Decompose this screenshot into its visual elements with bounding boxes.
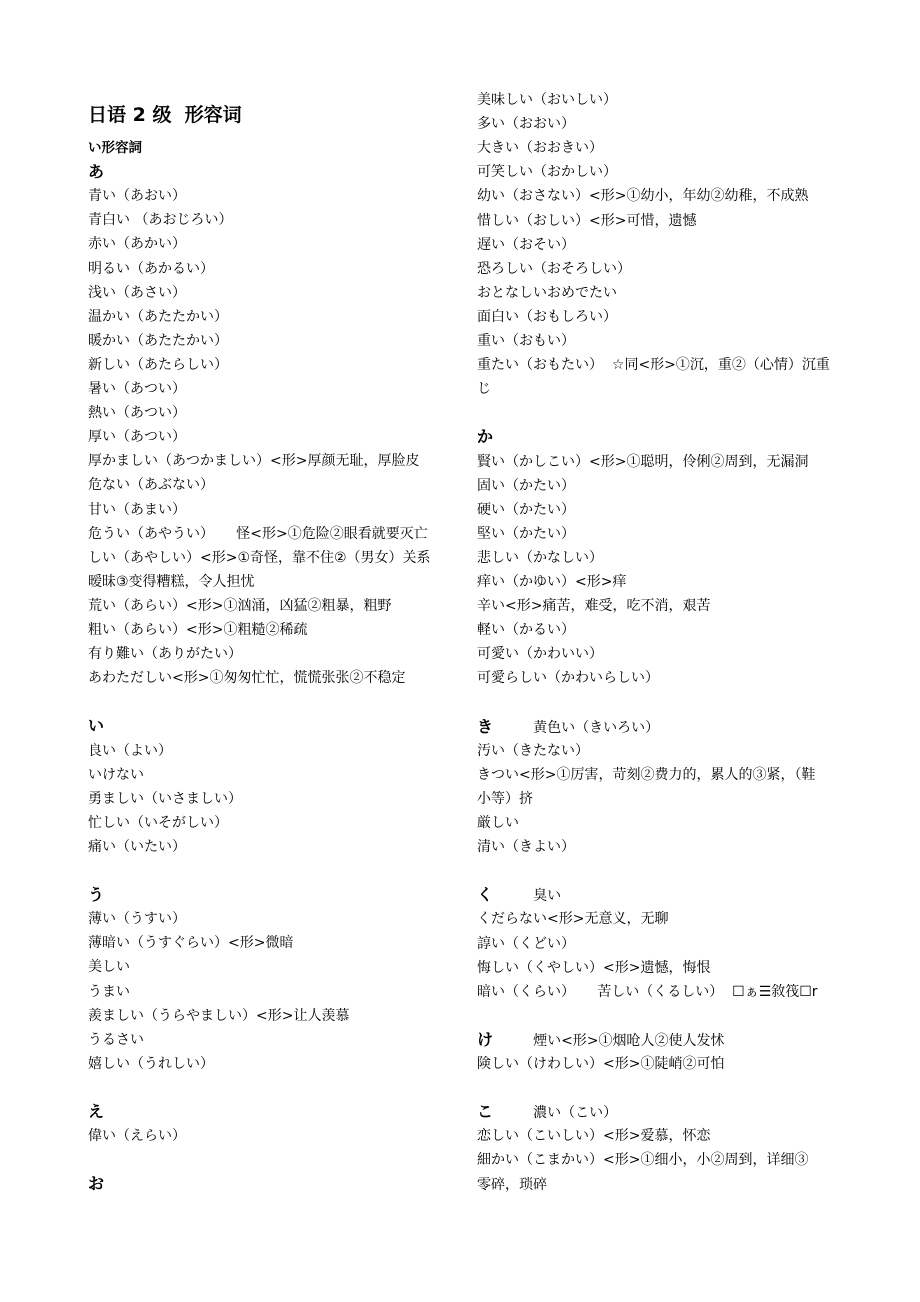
- section-heading: [88, 160, 104, 184]
- entry-word: 熱い（あつい）: [88, 405, 186, 422]
- entry-word: 恋しい（こいしい）: [477, 1128, 603, 1145]
- vocab-entry: [88, 281, 186, 305]
- entry-word: 荒い（あらい）: [88, 597, 186, 614]
- entry-meaning: <形>痛苦，难受，吃不消，艰苦: [505, 598, 711, 615]
- vocab-entry: [88, 257, 214, 281]
- entry-word: うまい: [88, 983, 130, 1000]
- vocab-entry: [477, 281, 617, 305]
- vocab-entry: [477, 136, 603, 160]
- entry-word: 暖かい（あたたかい）: [88, 332, 228, 349]
- section-heading: [88, 1172, 104, 1196]
- entry-word: 多い（おおい）: [477, 116, 575, 133]
- vocab-entry: [88, 1028, 144, 1052]
- entry-word: 偉い（えらい）: [88, 1128, 186, 1145]
- entry-word: 痒い（かゆい）<形>痒: [477, 574, 627, 590]
- entry-word: 惜しい（おしい）: [477, 212, 589, 229]
- vocab-entry: [477, 1173, 547, 1197]
- entry-word: 青白い （あおじろい）: [88, 212, 233, 229]
- vocab-entry: [88, 232, 186, 256]
- entry-word: 可愛らしい（かわいらしい）: [477, 670, 659, 687]
- entry-word: 幼い（おさない）: [477, 188, 589, 205]
- entry-word: 粗い（あらい）: [88, 622, 186, 638]
- entry-word: 美味しい（おいしい）: [477, 92, 617, 108]
- section-heading: [477, 883, 561, 907]
- vocab-entry: [88, 401, 186, 425]
- vocab-entry: [477, 1052, 724, 1076]
- entry-meaning: <形>①聪明，伶俐②周到，无漏洞: [589, 453, 809, 470]
- entry-word: 賢い（かしこい）: [477, 453, 589, 470]
- section-heading: [88, 883, 104, 907]
- entry-word: 重い（おもい）: [477, 333, 575, 349]
- entry-meaning: <形>①危险②眼看就要灭亡: [250, 525, 428, 542]
- entry-word: 危うい（あやうい）: [88, 525, 214, 542]
- vocab-entry: [477, 570, 626, 594]
- entry-word: きつい: [477, 766, 519, 783]
- entry-word: け: [477, 1029, 494, 1049]
- entry-word: 面白い（おもしろい）: [477, 308, 617, 325]
- vocab-entry: [477, 305, 617, 329]
- entry-meaning: <形>可惜，遗憾: [589, 212, 697, 229]
- vocab-entry: [88, 473, 214, 497]
- entry-meaning: <形>①沉，重②（心情）沉重: [638, 357, 830, 374]
- vocab-entry: [88, 377, 186, 401]
- entry-word: う: [88, 885, 105, 905]
- entry-word: 良い（よい）: [88, 742, 172, 759]
- entry-word: 遅い（おそい）: [477, 236, 575, 253]
- entry-meaning: <形>微暗: [228, 935, 294, 952]
- vocab-entry: [88, 594, 391, 618]
- entry-word: 恐ろしい（おそろしい）: [477, 260, 631, 277]
- entry-meaning: <形>①粗糙②稀疏: [186, 622, 308, 638]
- vocab-entry: [477, 1124, 710, 1148]
- entry-word: 軽い（かるい）: [477, 622, 575, 639]
- entry-word: 厚かましい（あつかましい）: [88, 453, 270, 470]
- entry-meaning: <形>①匆匆忙忙，慌慌张张②不稳定: [172, 670, 406, 687]
- entry-meaning: <形>①厉害，苛刻②费力的，累人的③紧，（鞋: [519, 766, 816, 783]
- vocab-entry: [477, 522, 575, 546]
- vocab-entry: [477, 907, 668, 931]
- entry-word: い: [88, 716, 105, 736]
- vocab-entry: [88, 931, 293, 955]
- vocab-entry: [88, 787, 242, 811]
- entry-word: 細かい（こまかい）: [477, 1152, 603, 1169]
- entry-word: 暧昧③变得糟糕，令人担忧: [88, 573, 255, 590]
- vocab-entry: [88, 570, 255, 594]
- vocab-entry: [477, 594, 710, 618]
- entry-word: 薄暗い（うすぐらい）: [88, 935, 228, 952]
- entry-word: うるさい: [88, 1031, 144, 1048]
- entry-word: 諄い（くどい）: [477, 935, 575, 952]
- vocab-entry: [477, 811, 519, 835]
- entry-meaning: <形>无意义，无聊: [547, 911, 669, 928]
- vocab-entry: [88, 907, 186, 931]
- entry-meaning: <形>①汹涌，凶猛②粗暴，粗野: [186, 597, 392, 614]
- section-heading: [88, 714, 104, 738]
- vocab-entry: [477, 739, 589, 763]
- entry-word: 羨ましい（うらやましい）: [88, 1007, 256, 1024]
- vocab-entry: [477, 88, 617, 112]
- entry-meaning: <形>遗憾，悔恨: [603, 959, 711, 976]
- entry-meaning: <形>①幼小，年幼②幼稚，不成熟: [589, 188, 809, 205]
- entry-meaning: 小等）挤: [477, 790, 533, 807]
- vocab-entry: [477, 956, 710, 980]
- entry-extra: 煙い: [493, 1032, 562, 1049]
- section-heading: [477, 1028, 725, 1052]
- entry-word: しい（あやしい）<形>①奇怪，靠不住②（男女）关系: [88, 549, 431, 566]
- vocab-entry: [477, 787, 533, 811]
- section-heading: [477, 715, 659, 739]
- vocab-entry: [88, 353, 228, 377]
- entry-word: こ: [477, 1102, 494, 1122]
- vocab-entry: [88, 498, 186, 522]
- page-title: 日语 2 级 形容词: [88, 104, 242, 126]
- vocab-entry: [477, 666, 659, 690]
- entry-word: お: [88, 1174, 105, 1194]
- entry-word: あ: [88, 162, 105, 182]
- entry-word: じ: [477, 381, 491, 398]
- entry-word: 清い（きよい）: [477, 839, 575, 856]
- entry-word: 新しい（あたらしい）: [88, 356, 228, 373]
- section-heading: [477, 425, 493, 449]
- entry-word: 青い（あおい）: [88, 188, 186, 205]
- entry-word: 悔しい（くやしい）: [477, 959, 603, 976]
- section-heading: [477, 1100, 617, 1124]
- entry-word: き: [477, 716, 494, 736]
- vocab-entry: [477, 763, 815, 787]
- vocab-entry: [477, 184, 808, 208]
- vocab-entry: [477, 932, 575, 956]
- vocab-entry: [88, 208, 232, 232]
- vocab-entry: [88, 449, 419, 473]
- vocab-entry: [477, 1148, 808, 1172]
- entry-word: 痛い（いたい）: [88, 838, 186, 855]
- vocab-entry: [88, 955, 130, 979]
- vocab-entry: [88, 1004, 349, 1028]
- entry-word: 暑い（あつい）: [88, 381, 186, 397]
- vocab-entry: [477, 835, 575, 859]
- entry-word: いけない: [88, 766, 144, 783]
- entry-word: 悲しい（かなしい）: [477, 549, 603, 566]
- vocab-entry: [88, 642, 242, 666]
- entry-word: くだらない: [477, 911, 547, 928]
- entry-word: 浅い（あさい）: [88, 284, 186, 301]
- vocab-entry: [477, 546, 603, 570]
- entry-word: 温かい（あたたかい）: [88, 308, 228, 325]
- entry-word: 薄い（うすい）: [88, 911, 186, 928]
- vocab-entry: [477, 353, 830, 377]
- vocab-entry: [88, 184, 186, 208]
- vocab-entry: [477, 377, 491, 401]
- entry-word: おとなしいおめでたい: [477, 284, 617, 301]
- entry-extra: 臭い: [493, 888, 562, 905]
- vocab-entry: [88, 811, 228, 835]
- entry-word: 可愛い（かわいい）: [477, 646, 603, 663]
- entry-word: 厚い（あつい）: [88, 429, 186, 446]
- section-heading: [88, 1100, 104, 1124]
- vocab-entry: [477, 233, 575, 257]
- entry-word: 勇ましい（いさましい）: [88, 790, 242, 807]
- vocab-entry: [477, 209, 696, 233]
- entry-word: 険しい（けわしい）: [477, 1056, 603, 1072]
- vocab-entry: [88, 739, 172, 763]
- entry-meaning: <形>爱慕，怀恋: [603, 1128, 711, 1145]
- vocab-entry: [477, 329, 575, 353]
- entry-word: 固い（かたい）: [477, 477, 575, 494]
- vocab-entry: [88, 618, 307, 642]
- entry-word: え: [88, 1102, 105, 1121]
- entry-word: あわただしい: [88, 670, 172, 687]
- entry-word: 暗い（くらい） 苦しい（くるしい） ☐ぁ☰敘筏☐r: [477, 983, 818, 1000]
- vocab-entry: [477, 642, 603, 666]
- entry-meaning: <形>①陡峭②可怕: [603, 1056, 725, 1072]
- vocab-entry: [88, 980, 130, 1004]
- entry-word: 辛い: [477, 598, 505, 615]
- entry-word: 美しい: [88, 959, 130, 976]
- entry-word: 大きい（おおきい）: [477, 140, 603, 157]
- entry-word: 可笑しい（おかしい）: [477, 164, 617, 181]
- entry-extra: 黄色い（きいろい）: [493, 719, 660, 736]
- vocab-entry: [477, 160, 617, 184]
- entry-extra: ☆同: [603, 357, 639, 374]
- entry-word: 忙しい（いそがしい）: [88, 814, 228, 831]
- vocab-entry: [88, 425, 186, 449]
- entry-meaning: <形>让人羡慕: [256, 1007, 350, 1024]
- entry-meaning: 零碎，琐碎: [477, 1176, 547, 1193]
- entry-extra: 濃い（こい）: [493, 1105, 618, 1122]
- entry-word: 堅い（かたい）: [477, 525, 575, 542]
- entry-word: い形容詞: [88, 140, 142, 156]
- entry-extra: 怪: [214, 525, 251, 542]
- vocab-entry: [88, 1124, 186, 1148]
- entry-word: く: [477, 885, 494, 905]
- entry-word: 危ない（あぶない）: [88, 477, 214, 494]
- vocab-entry: [477, 498, 575, 522]
- vocab-entry: [477, 257, 631, 281]
- entry-word: 厳しい: [477, 815, 519, 831]
- vocab-entry: [88, 1052, 214, 1076]
- vocab-entry: [88, 546, 431, 570]
- vocab-entry: [477, 450, 808, 474]
- entry-word: 硬い（かたい）: [477, 501, 575, 518]
- entry-word: 有り難い（ありがたい）: [88, 646, 242, 663]
- vocab-entry: [88, 305, 228, 329]
- vocab-entry: [477, 474, 575, 498]
- vocab-entry: [477, 112, 575, 136]
- entry-word: 嬉しい（うれしい）: [88, 1055, 214, 1072]
- entry-word: 甘い（あまい）: [88, 501, 186, 518]
- entry-meaning: <形>①细小，小②周到，详细③: [603, 1152, 809, 1169]
- vocab-entry: [477, 980, 818, 1004]
- entry-word: か: [477, 427, 494, 447]
- vocab-entry: [88, 666, 405, 690]
- entry-meaning: <形>厚颜无耻，厚脸皮: [270, 453, 420, 470]
- vocab-entry: [88, 763, 144, 787]
- vocab-entry: [88, 329, 228, 353]
- entry-word: 汚い（きたない）: [477, 742, 589, 759]
- entry-word: 赤い（あかい）: [88, 236, 186, 253]
- vocab-entry: [477, 618, 575, 642]
- entry-meaning: <形>①烟呛人②使人发怵: [561, 1032, 725, 1049]
- vocab-entry: [88, 835, 186, 859]
- subheading: [88, 136, 142, 160]
- entry-word: 明るい（あかるい）: [88, 260, 214, 277]
- vocab-entry: [88, 522, 428, 546]
- entry-word: 重たい（おもたい）: [477, 357, 603, 374]
